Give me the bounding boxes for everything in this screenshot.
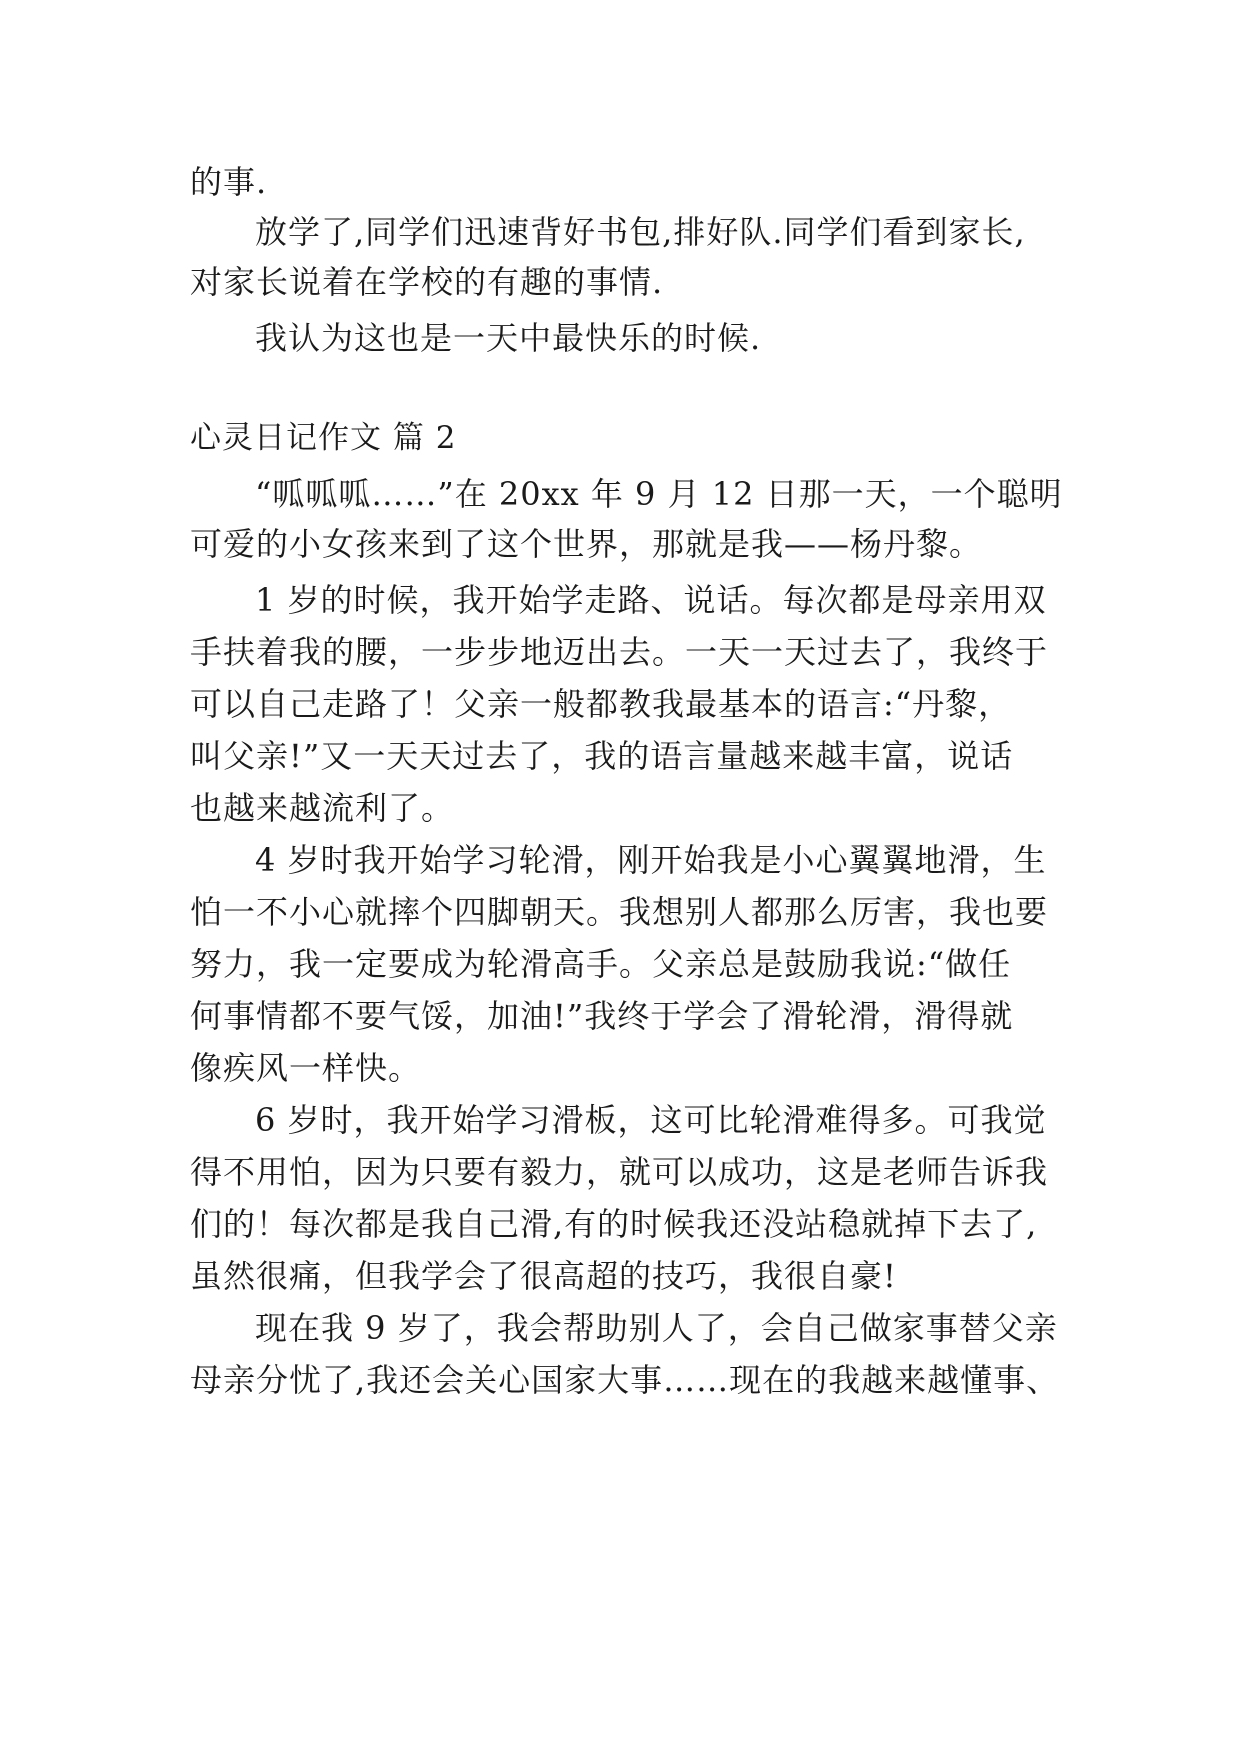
paragraph-line: 对家长说着在学校的有趣的事情. xyxy=(190,263,664,301)
paragraph-line: 叫父亲!”又一天天过去了，我的语言量越来越丰富，说话 xyxy=(190,737,1014,775)
paragraph-line: 现在我 9 岁了，我会帮助别人了，会自己做家事替父亲 xyxy=(255,1309,1058,1347)
paragraph-line: 的事. xyxy=(190,163,268,201)
paragraph-line: 我认为这也是一天中最快乐的时候. xyxy=(255,319,762,357)
paragraph-line: 像疾风一样快。 xyxy=(190,1049,422,1087)
paragraph-line: 6 岁时，我开始学习滑板，这可比轮滑难得多。可我觉 xyxy=(255,1101,1047,1139)
paragraph-line: 4 岁时我开始学习轮滑，刚开始我是小心翼翼地滑，生 xyxy=(255,841,1047,879)
paragraph-line: 1 岁的时候，我开始学走路、说话。每次都是母亲用双 xyxy=(255,581,1047,619)
paragraph-line: 们的！每次都是我自己滑,有的时候我还没站稳就掉下去了, xyxy=(190,1205,1038,1243)
paragraph-line: 得不用怕，因为只要有毅力，就可以成功，这是老师告诉我 xyxy=(190,1153,1049,1191)
paragraph-line: 可以自己走路了！父亲一般都教我最基本的语言:“丹黎， xyxy=(190,685,1012,723)
paragraph-line: 何事情都不要气馁，加油!”我终于学会了滑轮滑，滑得就 xyxy=(190,997,1014,1035)
paragraph-line: 可爱的小女孩来到了这个世界，那就是我——杨丹黎。 xyxy=(190,525,983,563)
paragraph-line: 手扶着我的腰，一步步地迈出去。一天一天过去了，我终于 xyxy=(190,633,1049,671)
paragraph-line: 也越来越流利了。 xyxy=(190,789,455,827)
paragraph-line: 放学了,同学们迅速背好书包,排好队.同学们看到家长, xyxy=(255,213,1026,251)
paragraph-line: 怕一不小心就摔个四脚朝天。我想别人都那么厉害，我也要 xyxy=(190,893,1049,931)
paragraph-line: 母亲分忧了,我还会关心国家大事……现在的我越来越懂事、 xyxy=(190,1361,1060,1399)
section-heading: 心灵日记作文 篇 2 xyxy=(190,420,457,456)
paragraph-line: 努力，我一定要成为轮滑高手。父亲总是鼓励我说:“做任 xyxy=(190,945,1012,983)
paragraph-line: 虽然很痛，但我学会了很高超的技巧，我很自豪! xyxy=(190,1257,897,1295)
paragraph-line: “呱呱呱……”在 20xx 年 9 月 12 日那一天，一个聪明 xyxy=(255,475,1063,513)
